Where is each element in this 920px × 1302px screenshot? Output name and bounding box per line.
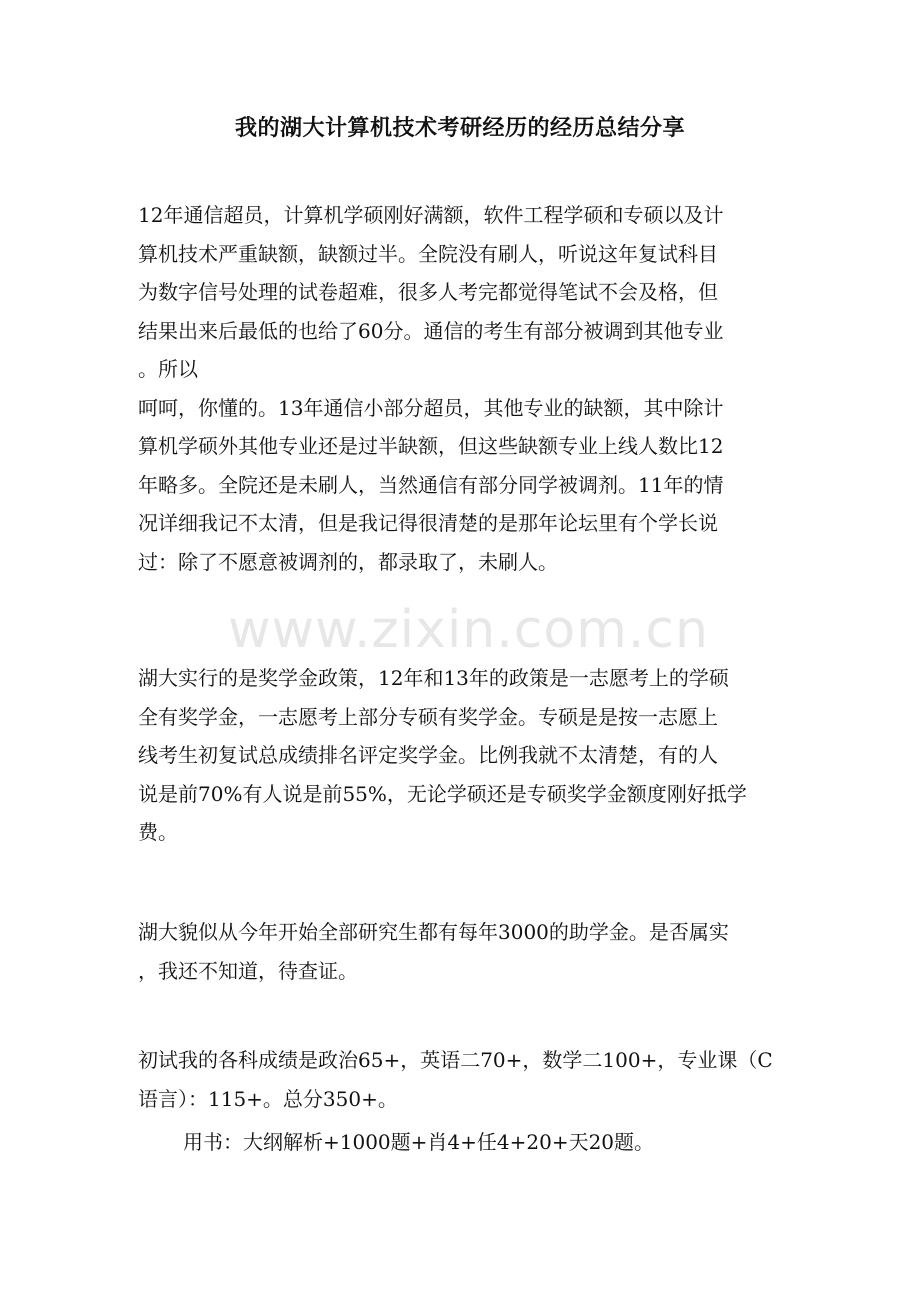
text-line: 湖大实行的是奖学金政策，12年和13年的政策是一志愿考上的学硕	[138, 666, 729, 690]
text-line: 12年通信超员，计算机学硕刚好满额，软件工程学硕和专硕以及计	[138, 203, 724, 227]
paragraph-grant	[138, 913, 788, 990]
text-line: 况详细我记不太清，但是我记得很清楚的是那年论坛里有个学长说	[138, 511, 718, 535]
text-line: 过：除了不愿意被调剂的，都录取了，未刷人。	[138, 549, 558, 574]
text-line: 语言）：115+。总分350+。	[138, 1086, 398, 1111]
text-line: 为数字信号处理的试卷超难，很多人考完都觉得笔试不会及格，但	[138, 280, 718, 304]
paragraph-scores	[138, 1041, 788, 1118]
text-line: 呵呵，你懂的。13年通信小部分超员，其他专业的缺额，其中除计	[138, 395, 724, 420]
text-line: 初试我的各科成绩是政治65+，英语二70+，数学二100+，专业课（C	[138, 1048, 773, 1072]
text-line: 全有奖学金，一志愿考上部分专硕有奖学金。专硕是是按一志愿上	[138, 704, 718, 729]
text-line: 费。	[138, 820, 178, 844]
text-line: ，我还不知道，待查证。	[138, 958, 358, 983]
text-line: 算机学硕外其他专业还是过半缺额，但这些缺额专业上线人数比12	[138, 434, 724, 458]
watermark: www.zixin.com.cn	[228, 600, 709, 660]
document-title: 我的湖大计算机技术考研经历的经历总结分享	[234, 115, 685, 141]
text-line: 年略多。全院还是未刷人，当然通信有部分同学被调剂。11年的情	[138, 472, 724, 497]
text-line: 。所以	[138, 357, 198, 381]
paragraph-scholarship	[138, 659, 788, 852]
text-line: 说是前70%有人说是前55%，无论学硕还是专硕奖学金额度刚好抵学	[138, 781, 747, 806]
text-line: 算机技术严重缺额，缺额过半。全院没有刷人，听说这年复试科目	[138, 241, 718, 266]
paragraph-quota	[138, 196, 788, 581]
text-line: 结果出来后最低的也给了60分。通信的考生有部分被调到其他专业	[138, 318, 724, 343]
text-line: 线考生初复试总成绩排名评定奖学金。比例我就不太清楚，有的人	[138, 743, 718, 767]
text-line: 湖大貌似从今年开始全部研究生都有每年3000的助学金。是否属实	[138, 920, 729, 944]
books-line: 用书：大纲解析+1000题+肖4+任4+20+天20题。	[183, 1130, 655, 1154]
